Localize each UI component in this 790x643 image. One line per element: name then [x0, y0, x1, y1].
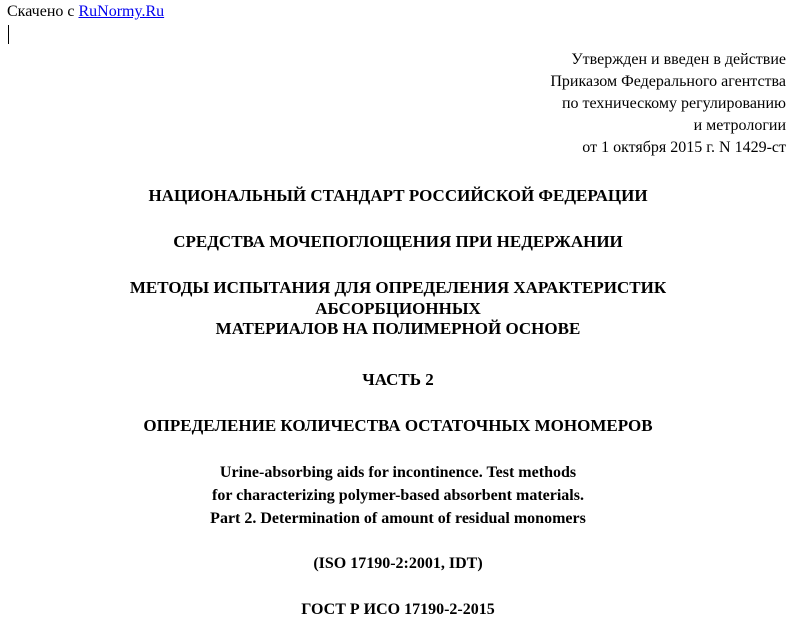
approval-line: от 1 октября 2015 г. N 1429-ст [582, 139, 786, 156]
approval-block [550, 49, 786, 159]
iso-reference: (ISO 17190-2:2001, IDT) [313, 555, 483, 572]
methods-line: МАТЕРИАЛОВ НА ПОЛИМЕРНОЙ ОСНОВЕ [215, 319, 581, 338]
methods-line: МЕТОДЫ ИСПЫТАНИЯ ДЛЯ ОПРЕДЕЛЕНИЯ ХАРАКТЕРИСТИК [129, 278, 667, 297]
subject-heading: СРЕДСТВА МОЧЕПОГЛОЩЕНИЯ ПРИ НЕДЕРЖАНИИ [173, 232, 623, 251]
approval-line: и метрологии [693, 117, 786, 134]
methods-heading [0, 277, 790, 340]
part-title-heading: ОПРЕДЕЛЕНИЕ КОЛИЧЕСТВА ОСТАТОЧНЫХ МОНОМЕРОВ [143, 416, 653, 435]
gost-number: ГОСТ Р ИСО 17190-2-2015 [301, 601, 495, 618]
download-source-line [7, 3, 164, 21]
approval-line: Утвержден и введен в действие [571, 51, 786, 68]
methods-line: АБСОРБЦИОННЫХ [315, 299, 481, 318]
approval-line: по техническому регулированию [561, 95, 786, 112]
english-title-line: for characterizing polymer-based absorbent materials. [212, 487, 584, 504]
english-title-line: Urine-absorbing aids for incontinence. Test methods [219, 464, 577, 481]
standard-title: НАЦИОНАЛЬНЫЙ СТАНДАРТ РОССИЙСКОЙ ФЕДЕРАЦИИ [148, 186, 648, 205]
approval-line: Приказом Федерального агентства [550, 73, 786, 90]
text-cursor [8, 25, 9, 44]
runormy-link[interactable]: RuNormy.Ru [78, 3, 165, 20]
part-heading: ЧАСТЬ 2 [362, 370, 434, 389]
english-title [0, 461, 790, 530]
english-title-line: Part 2. Determination of amount of residual monomers [210, 510, 586, 527]
downloaded-prefix: Скачено с [7, 3, 75, 20]
